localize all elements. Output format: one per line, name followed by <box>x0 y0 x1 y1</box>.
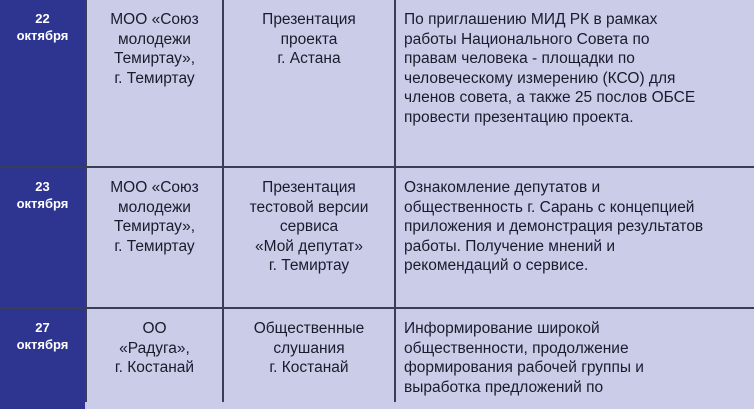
description-line: приложения и демонстрация результатов <box>404 218 704 235</box>
row-divider <box>0 166 754 168</box>
table-row <box>0 309 754 409</box>
event-line: проекта <box>280 30 338 48</box>
description-line: правам человека - площадки по <box>404 50 635 67</box>
organizer-line: молодежи <box>118 198 191 216</box>
description-line: рекомендаций о сервисе. <box>404 257 589 274</box>
organizer-line: МОО «Союз <box>110 179 199 196</box>
table-row <box>0 0 754 166</box>
organizer-line: Темиртау», <box>113 218 196 235</box>
description-cell <box>396 0 754 166</box>
description-line: общественности, продолжение <box>404 339 629 357</box>
column-divider <box>85 0 87 402</box>
date-day: 23 <box>35 179 50 194</box>
organizer-line: Темиртау», <box>113 50 196 67</box>
table-row <box>0 168 754 307</box>
description-line: общественность г. Сарань с концепцией <box>404 198 695 216</box>
organizer-cell <box>87 168 222 307</box>
description-line: формирования рабочей группы и <box>404 359 644 376</box>
date-cell <box>0 168 85 307</box>
description-line: человеческому измерению (КСО) для <box>404 69 676 87</box>
event-line: г. Астана <box>277 50 341 67</box>
organizer-line: г. Темиртау <box>114 69 195 87</box>
description-line: работы. Получение мнений и <box>404 237 615 255</box>
date-month: октября <box>16 196 69 211</box>
description-cell <box>396 168 754 307</box>
event-line: Общественные <box>253 320 365 337</box>
event-cell <box>224 168 394 307</box>
event-cell <box>224 309 394 409</box>
date-month: октября <box>16 337 69 352</box>
organizer-line: молодежи <box>118 30 191 48</box>
date-cell <box>0 309 85 409</box>
organizer-line: «Радуга», <box>119 339 190 357</box>
organizer-line: МОО «Союз <box>110 11 199 28</box>
date-day: 27 <box>35 320 50 335</box>
date-month: октября <box>16 28 69 43</box>
event-line: г. Костанай <box>269 359 349 376</box>
column-divider <box>394 0 396 402</box>
date-day: 22 <box>35 11 50 26</box>
organizer-line: г. Костанай <box>114 359 195 376</box>
organizer-cell <box>87 309 222 409</box>
column-divider <box>222 0 224 402</box>
description-line: работы Национального Совета по <box>404 30 650 48</box>
event-line: «Мой депутат» <box>254 237 364 255</box>
event-cell <box>224 0 394 166</box>
event-line: Презентация <box>262 11 356 28</box>
event-line: слушания <box>273 339 345 357</box>
organizer-line: г. Темиртау <box>114 237 195 255</box>
event-line: тестовой версии <box>249 198 369 216</box>
event-line: сервиса <box>279 218 339 235</box>
event-line: г. Темиртау <box>268 257 350 274</box>
event-line: Презентация <box>262 179 356 196</box>
organizer-line: ОО <box>142 320 167 337</box>
row-divider <box>0 307 754 309</box>
description-line: членов совета, а также 25 послов ОБСЕ <box>404 89 696 106</box>
date-cell <box>0 0 85 166</box>
description-cell <box>396 309 754 409</box>
description-line: Информирование широкой <box>404 320 600 337</box>
description-line: Ознакомление депутатов и <box>404 179 601 196</box>
description-line: выработка предложений по <box>404 378 604 396</box>
description-line: По приглашению МИД РК в рамках <box>404 11 658 28</box>
organizer-cell <box>87 0 222 166</box>
description-line: провести презентацию проекта. <box>404 108 634 126</box>
